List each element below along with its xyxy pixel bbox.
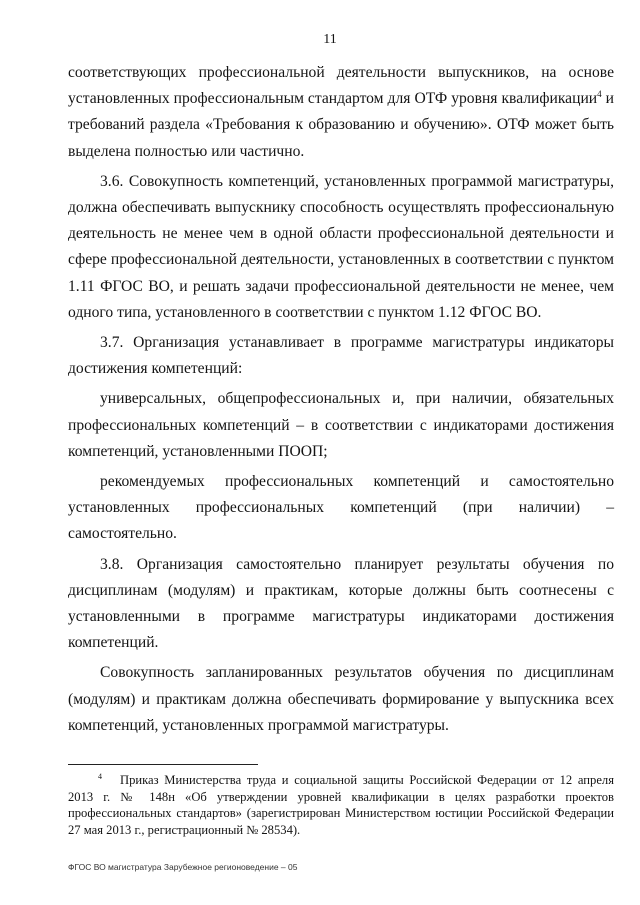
paragraph-3-7: 3.7. Организация устанавливает в программе магистратуры индикаторы достижения компетенций: bbox=[68, 334, 614, 378]
paragraph-1-text: соответствующих профессиональной деятельности выпускников, на основе установленных профессиональным стандартом для ОТФ уровня квалификации bbox=[68, 64, 614, 108]
paragraph-1-text-cont: и требований раздела «Требования к образованию и обучению». ОТФ может быть выделена полностью или частично. bbox=[68, 90, 615, 160]
paragraph-1 bbox=[68, 60, 614, 165]
paragraph-recommended-competencies: рекомендуемых профессиональных компетенций и самостоятельно установленных профессиональных компетенций (при наличии) – самостоятельно. bbox=[68, 473, 614, 543]
page-footer: ФГОС ВО магистратура Зарубежное регионоведение – 05 bbox=[68, 862, 298, 872]
body-text bbox=[68, 60, 614, 743]
footnote-divider bbox=[68, 764, 258, 765]
page-number: 11 bbox=[323, 32, 337, 47]
footnote-marker: 4 bbox=[98, 771, 102, 781]
paragraph-learning-outcomes: Совокупность запланированных результатов обучения по дисциплинам (модулям) и практикам должна обеспечивать формирование у выпускника всех компетенций, установленных программой магистратуры. bbox=[68, 664, 614, 734]
footnote-reference[interactable]: 4 bbox=[597, 89, 602, 100]
paragraph-universal-competencies: универсальных, общепрофессиональных и, при наличии, обязательных профессиональных компетенций – в соответствии с индикаторами достижения компетенций, установленными ПООП; bbox=[68, 390, 614, 460]
footnote-text: Приказ Министерства труда и социальной защиты Российской Федерации от 12 апреля 2013 г. № 148н «Об утверждении уровней квалификации в целях разработки проектов профессиональных стандартов» (зарегистрирован Министерством юстиции Российской Федерации 27 мая 2013 г., регистрационный № 28534). bbox=[68, 773, 614, 837]
footnote bbox=[68, 772, 614, 838]
paragraph-3-8: 3.8. Организация самостоятельно планирует результаты обучения по дисциплинам (модулям) и практикам, которые должны быть соотнесены с установленными в программе магистратуры индикаторами достижения компетенций. bbox=[68, 555, 614, 652]
paragraph-3-6: 3.6. Совокупность компетенций, установленных программой магистратуры, должна обеспечивать выпускнику способность осуществлять профессиональную деятельность не менее чем в одной области профессиональной деятельности и сфере профессиональной деятельности, установленных в соответствии с пунктом 1.11 ФГОС ВО, и решать задачи профессиональной деятельности не менее, чем одного типа, установленного в соответствии с пунктом 1.12 ФГОС ВО. bbox=[68, 172, 614, 321]
